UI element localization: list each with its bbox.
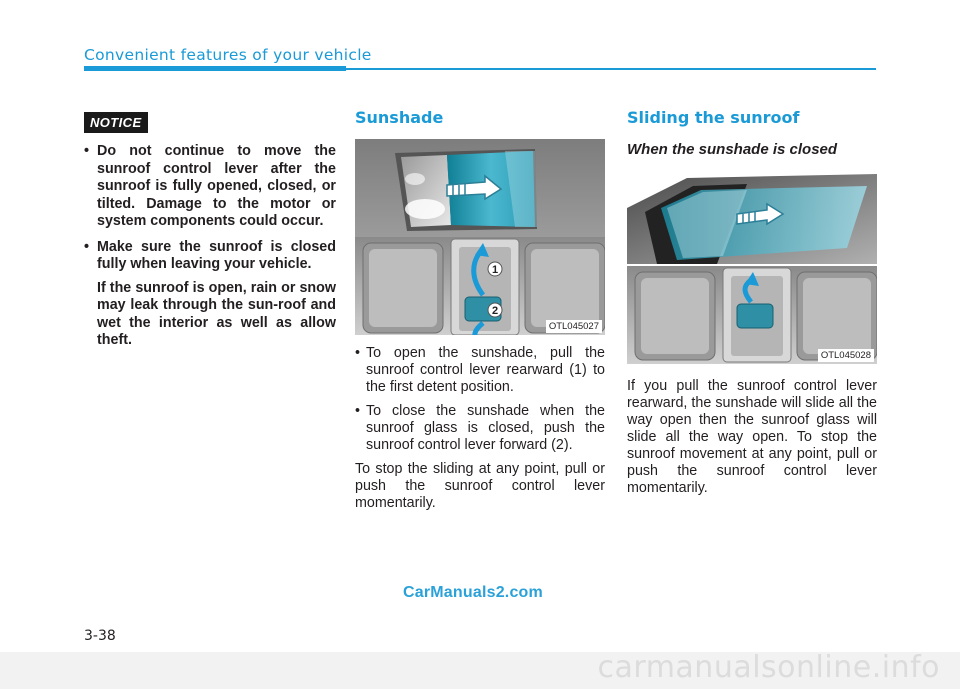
- watermark-link[interactable]: CarManuals2.com: [403, 584, 543, 601]
- figure-code: OTL045027: [546, 320, 602, 333]
- sunshade-paragraph: To stop the sliding at any point, pull or push the sunroof control lever momentarily.: [355, 461, 605, 511]
- notice-list: [84, 143, 336, 274]
- page-number: 3-38: [84, 628, 116, 644]
- sunshade-title: Sunshade: [355, 108, 444, 127]
- sliding-title: Sliding the sunroof: [627, 108, 800, 127]
- sunshade-step: • To close the sunshade when the sunroof glass is closed, push the sunroof control lever forward (2).: [355, 403, 605, 453]
- header-rule-thin: [346, 68, 876, 70]
- header-rule-thick: [84, 66, 346, 71]
- sunshade-figure: [355, 139, 605, 335]
- sliding-illustration: [627, 168, 877, 364]
- sunshade-step: • To open the sunshade, pull the sunroof control lever rearward (1) to the first detent position.: [355, 345, 605, 395]
- section-header-title: Convenient features of your vehicle: [84, 46, 372, 64]
- sunshade-steps: [355, 345, 605, 454]
- callout-2: 2: [491, 305, 499, 317]
- figure-code: OTL045028: [818, 349, 874, 362]
- sliding-paragraph: If you pull the sunroof control lever rearward, the sunshade will slide all the way open then the sunroof glass will slide all the way open. To stop the sunroof movement at any point, pull or push the sunroof control lever momentarily.: [627, 378, 877, 496]
- sliding-column: [627, 108, 877, 497]
- notice-item: • Do not continue to move the sunroof control lever after the sunroof is fully opened, closed, or tilted. Damage to the motor or system components could occur.: [84, 143, 336, 229]
- callout-1: 1: [491, 264, 499, 276]
- notice-continuation: If the sunroof is open, rain or snow may leak through the sun-roof and wet the interior as well as allow theft.: [97, 279, 336, 348]
- notice-badge: NOTICE: [84, 112, 148, 133]
- sunshade-column: [355, 108, 605, 512]
- notice-item: • Make sure the sunroof is closed fully when leaving your vehicle.: [84, 238, 336, 272]
- notice-column: [84, 112, 336, 350]
- sunshade-illustration: [355, 139, 605, 335]
- sliding-subtitle: When the sunshade is closed: [627, 141, 838, 158]
- sliding-figure: [627, 168, 877, 364]
- footer-watermark: carmanualsonline.info: [597, 650, 940, 685]
